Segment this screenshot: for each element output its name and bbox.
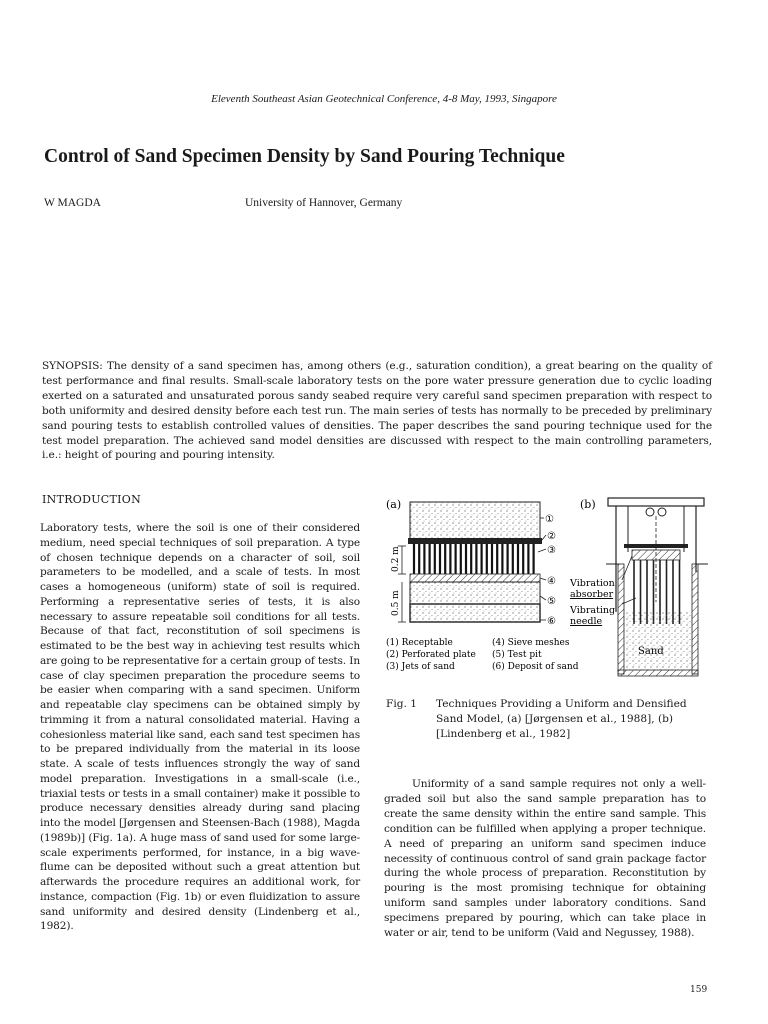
legend-item: (5) Test pit	[492, 650, 542, 660]
sand-deposit	[410, 604, 540, 622]
sand-jets	[414, 544, 534, 574]
paper-title: Control of Sand Specimen Density by Sand Pouring Technique	[44, 146, 565, 167]
panel-a-apparatus	[391, 502, 556, 627]
vibrating-needle-label-2: needle	[570, 616, 603, 627]
panel-a-label: (a)	[386, 498, 402, 511]
figure-1	[380, 492, 710, 682]
receptable	[410, 502, 540, 540]
vibration-absorber-label-2: absorber	[570, 589, 614, 600]
legend-item: (4) Sieve meshes	[492, 638, 570, 648]
panel-b-apparatus	[606, 498, 708, 676]
perforated-plate	[408, 538, 542, 544]
sieve-meshes	[410, 574, 540, 582]
marker-4: ④	[547, 576, 556, 587]
panel-b-label: (b)	[580, 498, 596, 511]
legend-item: (6) Deposit of sand	[492, 662, 579, 672]
crane-beam	[608, 498, 704, 506]
page-number: 159	[690, 985, 708, 995]
legend-item: (2) Perforated plate	[386, 650, 476, 660]
legend-item: (1) Receptable	[386, 638, 453, 648]
frame-plate	[624, 544, 688, 548]
marker-2: ②	[547, 531, 556, 542]
sand-body	[624, 612, 692, 670]
sand-label: Sand	[638, 646, 664, 657]
panel-a-legend	[386, 637, 579, 672]
marker-5: ⑤	[547, 596, 556, 607]
vibration-absorber-label-1: Vibration	[570, 578, 615, 589]
test-pit	[410, 582, 540, 604]
introduction-body: Laboratory tests, where the soil is one of their considered medium, need special techniques of soil preparation. A type of chosen technique depends on a character of soil, soil parameters to be modelled, and a scale of tests. In most cases a homogeneous (uniform) state of soil is required. Performing a representative series of tests, it is also necessary to assure repeatable soil conditions for all tests. Because of that fact, reconstitution of soil specimens is estimated to be the best way in achieving test results which are going to be representative for a certain group of tests. In case of clay specimen preparation the procedure seems to be easier when comparing with a sand specimen. Uniform and repeatable clay specimens can be obtained simply by trimming it from a natural consolidated material. Having a cohesionless material like sand, each sand test specimen has to be prepared individually from the material in its loose state. A scale of tests influences strongly the way of sand model preparation. Investigations in a small-scale (i.e., triaxial tests or tests in a small container) make it possible to produce necessary densities already during sand placing into the model [Jørgensen and Steensen-Bach (1988), Magda (1989b)] (Fig. 1a). A huge mass of sand used for some large-scale experiments performed, for instance, in a big wave-flume can be deposited without such a great attention but afterwards the procedure requires an additional work, for instance, compaction (Fig. 1b) or even fluidization to assure sand uniformity and desired density (Lindenberg et al., 1982).	[40, 522, 360, 933]
conference-header: Eleventh Southeast Asian Geotechnical Conference, 4-8 May, 1993, Singapore	[211, 93, 557, 105]
figure-caption-text: Techniques Providing a Uniform and Densified Sand Model, (a) [Jørgensen et al., 1988], (b) [Lindenberg et al., 1982]	[436, 698, 687, 740]
legend-item: (3) Jets of sand	[386, 662, 455, 672]
author-name: W MAGDA	[44, 197, 101, 209]
dimension-lower: 0.5 m	[391, 590, 401, 616]
figure-caption-label: Fig. 1	[386, 698, 417, 710]
right-column-paragraph: Uniformity of a sand sample requires not only a well-graded soil but also the sand sample preparation has to create the same density within the entire sand sample. This condition can be fulfilled when applying a proper technique. A need of preparing an uniform sand specimen induce necessity of continuous control of sand grain package factor during the whole process of preparation. Reconstitution by pouring is the most promising technique for obtaining uniform sand samples under laboratory conditions. Sand specimens prepared by pouring, which can take place in water or air, tend to be uniform (Vaid and Negussey, 1988).	[384, 778, 706, 940]
dimension-upper: 0.2 m	[391, 546, 401, 572]
section-heading-introduction: INTRODUCTION	[42, 493, 142, 506]
author-affiliation: University of Hannover, Germany	[245, 197, 403, 209]
marker-6: ⑥	[547, 616, 556, 627]
synopsis-paragraph: SYNOPSIS: The density of a sand specimen has, among others (e.g., saturation condition), a great bearing on the quality of test performance and final results. Small-scale laboratory tests on the pore water pressure generation due to cyclic loading exerted on a saturated and unsaturated porous sandy seabed require very careful sand specimen preparation with respect to both uniformity and desired density before each test run. The main series of tests has normally to be preceded by preliminary sand pouring tests to establish controlled values of densities. The paper describes the sand pouring technique used for the test model preparation. The achieved sand model densities are discussed with respect to the main controlling parameters, i.e.: height of pouring and pouring intensity.	[42, 360, 712, 462]
vibration-absorber	[632, 550, 680, 560]
marker-3: ③	[547, 545, 556, 556]
vibrating-needle-label-1: Vibrating	[570, 605, 616, 616]
marker-1: ①	[545, 514, 554, 525]
